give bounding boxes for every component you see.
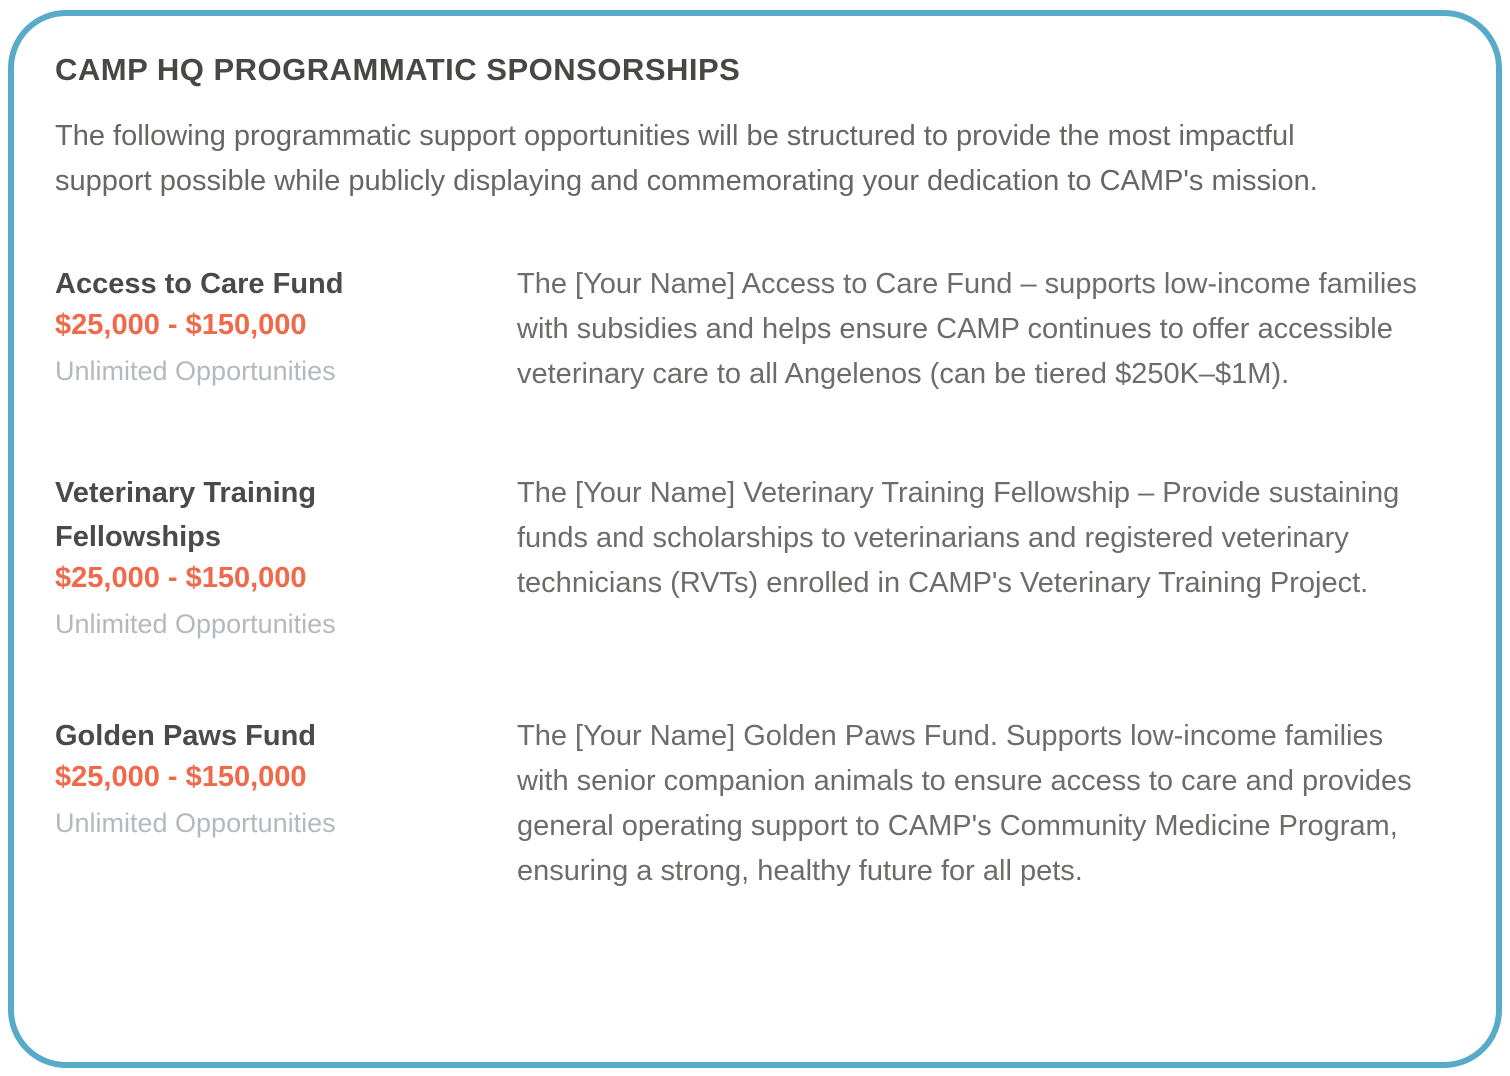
sponsorship-name: Veterinary Training Fellowships xyxy=(55,477,317,553)
sponsorship-price-range: $25,000 - $150,000 xyxy=(55,562,307,594)
list-item-access-to-care-summary xyxy=(55,262,517,387)
sponsorship-list xyxy=(55,262,1436,894)
sponsorship-price-range: $25,000 - $150,000 xyxy=(55,309,307,341)
sponsorship-price-range: $25,000 - $150,000 xyxy=(55,761,307,793)
page-title: CAMP HQ PROGRAMMATIC SPONSORSHIPS xyxy=(55,52,741,87)
sponsorship-description: The [Your Name] Access to Care Fund – supports low-income families with subsidies and helps ensure CAMP continues to offer accessible veterinary care to all Angelenos (can be tiered $250K–$1M). xyxy=(517,268,1417,390)
sponsorship-name: Golden Paws Fund xyxy=(55,720,317,752)
sponsorship-description: The [Your Name] Veterinary Training Fellowship – Provide sustaining funds and scholarships to veterinarians and registered veterinary technicians (RVTs) enrolled in CAMP's Veterinary Training Project. xyxy=(517,477,1400,599)
intro-paragraph: The following programmatic support opportunities will be structured to provide the most impactful support possible while publicly displaying and commemorating your dedication to CAMP's mission. xyxy=(55,120,1318,197)
sponsorship-description: The [Your Name] Golden Paws Fund. Supports low-income families with senior companion animals to ensure access to care and provides general operating support to CAMP's Community Medicine Program, ensuring a strong, healthy future for all pets. xyxy=(517,720,1412,887)
document-content xyxy=(14,16,1496,894)
list-item-veterinary-training-summary xyxy=(55,471,517,640)
list-item-golden-paws-summary xyxy=(55,714,517,839)
document-card xyxy=(8,10,1502,1068)
sponsorship-availability: Unlimited Opportunities xyxy=(55,356,336,386)
sponsorship-availability: Unlimited Opportunities xyxy=(55,808,336,838)
sponsorship-availability: Unlimited Opportunities xyxy=(55,609,336,639)
sponsorship-name: Access to Care Fund xyxy=(55,268,344,300)
